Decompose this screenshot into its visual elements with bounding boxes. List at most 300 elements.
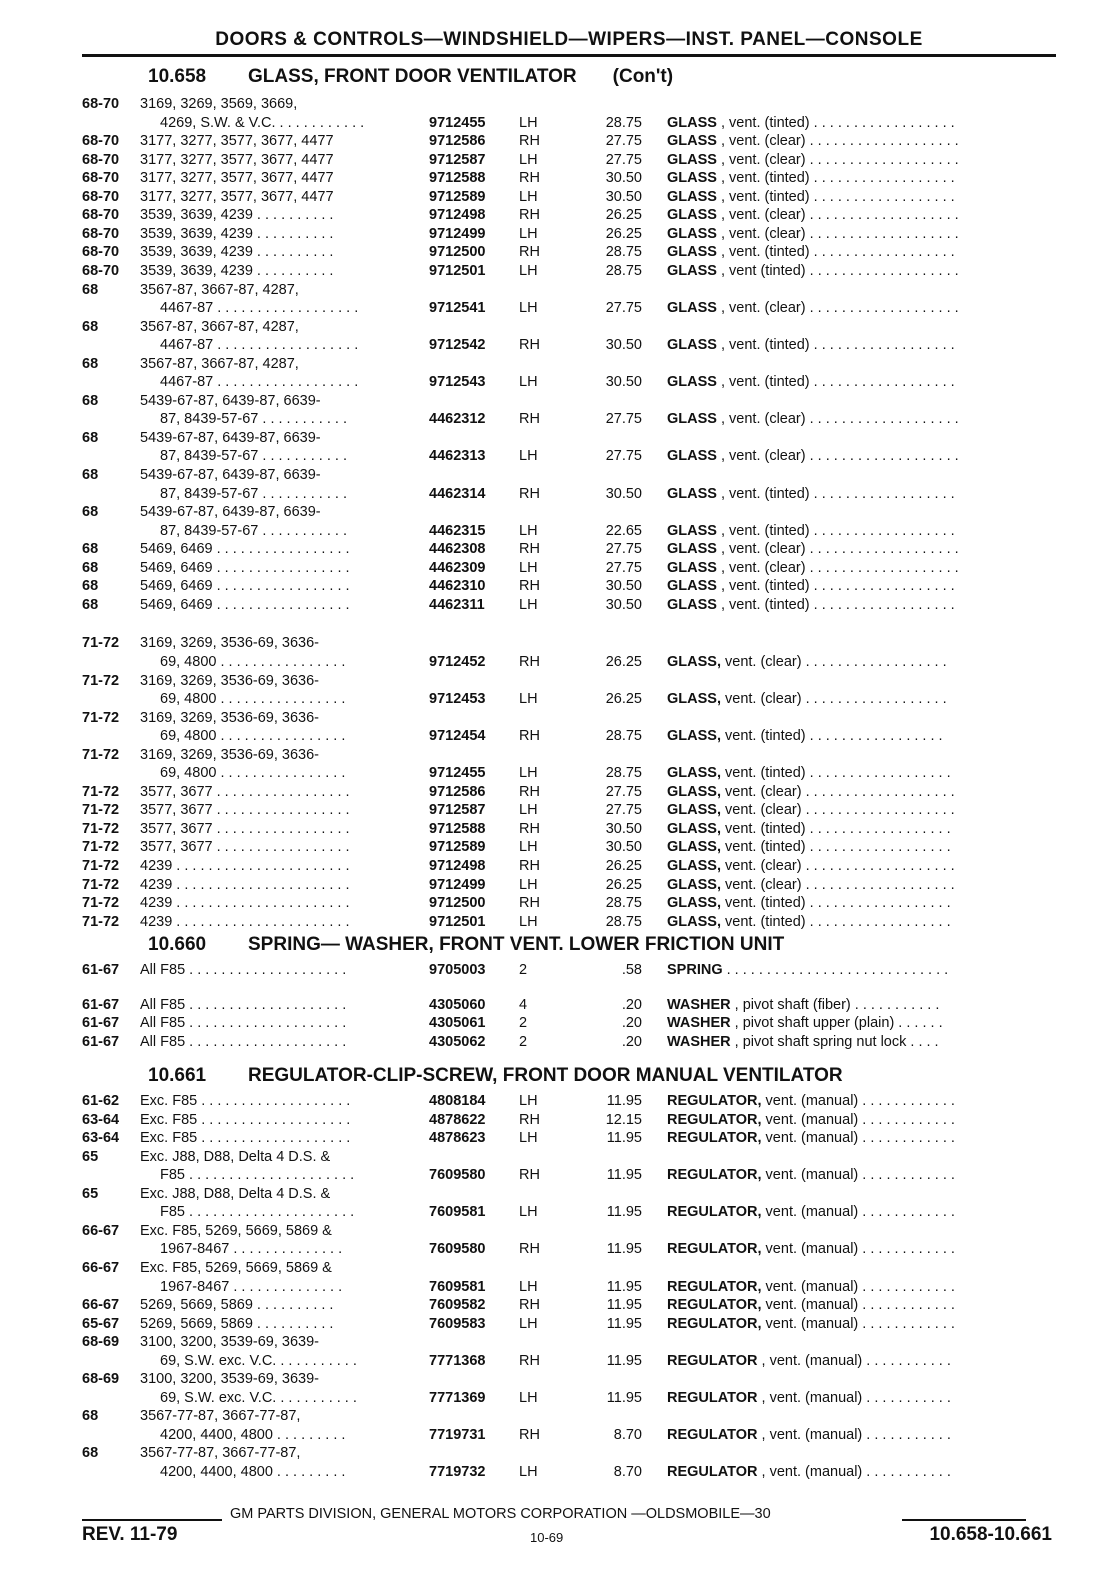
side-or-quantity: LH: [519, 1130, 538, 1147]
part-description: [667, 838, 1039, 857]
part-name: REGULATOR,: [667, 1093, 762, 1109]
table-row: [0, 857, 1096, 876]
model-numbers: Exc. F85, 5269, 5669, 5869 &: [140, 1259, 332, 1276]
model-numbers: 3567-77-87, 3667-77-87,: [140, 1445, 301, 1462]
price: 27.75: [605, 151, 642, 168]
year-range: 66-67: [82, 1259, 120, 1276]
side-or-quantity: RH: [519, 1241, 540, 1258]
model-numbers: 69, S.W. exc. V.C. . . . . . . . . . .: [160, 1389, 357, 1406]
part-name: GLASS: [667, 188, 717, 205]
part-name: REGULATOR: [667, 1352, 758, 1369]
part-description: [667, 132, 1039, 151]
price: 12.15: [605, 1111, 642, 1128]
table-row: [0, 820, 1096, 839]
price: 27.75: [605, 783, 642, 800]
part-name: REGULATOR: [667, 1389, 758, 1406]
model-numbers: 3539, 3639, 4239 . . . . . . . . . .: [140, 262, 334, 279]
part-description: [667, 225, 1039, 244]
part-name: REGULATOR,: [667, 1315, 762, 1332]
part-number: 9712498: [429, 207, 486, 224]
part-name: GLASS: [667, 522, 717, 539]
table-row: [0, 559, 1096, 578]
table-row: [0, 764, 1096, 783]
footer-section-range: 10.658-10.661: [929, 1524, 1052, 1545]
table-row: [0, 709, 1096, 728]
part-description: [667, 522, 1039, 541]
table-row: [0, 206, 1096, 225]
part-name: REGULATOR: [667, 1464, 758, 1480]
side-or-quantity: RH: [519, 820, 540, 837]
model-numbers: 5469, 6469 . . . . . . . . . . . . . . . . .: [140, 596, 350, 613]
year-range: 68: [82, 1408, 99, 1425]
model-numbers: 3567-87, 3667-87, 4287,: [140, 318, 299, 335]
table-row: [0, 577, 1096, 596]
part-name: GLASS: [667, 262, 717, 279]
part-description: [667, 1166, 1039, 1185]
part-number: 9712588: [429, 170, 486, 187]
part-detail: , vent. (tinted) . . . . . . . . . . . . . . . . . .: [716, 596, 955, 613]
year-range: 63-64: [82, 1130, 120, 1147]
part-name: WASHER: [667, 996, 731, 1013]
side-or-quantity: LH: [519, 188, 538, 205]
part-description: [667, 857, 1039, 876]
year-range: 68-69: [82, 1371, 120, 1388]
part-description: [667, 1033, 1039, 1052]
part-detail: , vent. (tinted) . . . . . . . . . . . . . . . . . .: [716, 578, 955, 595]
part-number: 9712589: [429, 839, 486, 856]
table-row: [0, 429, 1096, 448]
part-description: [667, 727, 1039, 746]
model-numbers: 87, 8439-57-67 . . . . . . . . . . .: [160, 522, 347, 539]
model-numbers: 3567-77-87, 3667-77-87,: [140, 1408, 301, 1425]
side-or-quantity: RH: [519, 783, 540, 800]
price: .20: [621, 996, 642, 1013]
side-or-quantity: LH: [519, 559, 538, 576]
model-numbers: 5269, 5669, 5869 . . . . . . . . . .: [140, 1315, 334, 1332]
year-range: 68: [82, 467, 99, 483]
year-range: 65: [82, 1185, 99, 1202]
model-numbers: Exc. F85 . . . . . . . . . . . . . . . . . . .: [140, 1093, 351, 1109]
part-description: [667, 1426, 1039, 1445]
price: 22.65: [605, 522, 642, 539]
table-row: [0, 410, 1096, 429]
price: 11.95: [606, 1315, 642, 1332]
side-or-quantity: LH: [519, 300, 538, 317]
table-row: [0, 281, 1096, 300]
year-range: 68-70: [82, 151, 120, 168]
price: 30.50: [605, 578, 642, 595]
table-row: [0, 1240, 1096, 1259]
model-numbers: 4467-87 . . . . . . . . . . . . . . . . . .: [160, 300, 359, 317]
part-description: [667, 996, 1039, 1015]
table-row: [0, 225, 1096, 244]
table-row: [0, 1092, 1096, 1111]
part-name: GLASS: [667, 225, 717, 242]
year-range: 71-72: [82, 783, 120, 800]
model-numbers: 5469, 6469 . . . . . . . . . . . . . . . . .: [140, 559, 350, 576]
part-name: GLASS,: [667, 728, 721, 745]
year-range: 63-64: [82, 1111, 120, 1128]
part-detail: , pivot shaft (fiber) . . . . . . . . . . .: [730, 996, 940, 1013]
section-continued: (Con't): [612, 66, 674, 87]
model-numbers: 3100, 3200, 3539-69, 3639-: [140, 1371, 319, 1388]
model-numbers: 5269, 5669, 5869 . . . . . . . . . .: [140, 1297, 334, 1314]
year-range: 71-72: [82, 672, 120, 689]
part-detail: vent. (manual) . . . . . . . . . . . .: [761, 1111, 955, 1128]
footer-publisher: GM PARTS DIVISION, GENERAL MOTORS CORPORATION —OLDSMOBILE—30: [230, 1506, 771, 1522]
price: 11.95: [606, 1297, 642, 1314]
table-row: [0, 262, 1096, 281]
table-row: [0, 1426, 1096, 1445]
part-description: [667, 299, 1039, 318]
part-name: GLASS: [667, 541, 717, 558]
price: 11.95: [606, 1241, 642, 1258]
year-range: 66-67: [82, 1222, 120, 1239]
part-number: 9712455: [429, 765, 486, 782]
price: 27.75: [605, 541, 642, 558]
price: 28.75: [605, 728, 642, 745]
table-row: [0, 540, 1096, 559]
part-name: REGULATOR,: [667, 1130, 762, 1147]
table-row: [0, 801, 1096, 820]
model-numbers: 3177, 3277, 3577, 3677, 4477: [140, 151, 334, 168]
price: 28.75: [605, 262, 642, 279]
model-numbers: 69, S.W. exc. V.C. . . . . . . . . . .: [160, 1352, 357, 1369]
model-numbers: 69, 4800 . . . . . . . . . . . . . . . .: [160, 728, 346, 745]
model-numbers: 3539, 3639, 4239 . . . . . . . . . .: [140, 244, 334, 261]
part-name: GLASS,: [667, 691, 721, 708]
year-range: 71-72: [82, 913, 120, 930]
table-row: [0, 1111, 1096, 1130]
part-name: GLASS: [667, 207, 717, 224]
part-number: 9712454: [429, 728, 486, 745]
part-number: 4878623: [429, 1130, 486, 1147]
table-row: [0, 485, 1096, 504]
year-range: 71-72: [82, 709, 120, 726]
table-row: [0, 1129, 1096, 1148]
part-number: 7609581: [429, 1278, 486, 1295]
part-description: [667, 1092, 1039, 1111]
part-name: GLASS,: [667, 765, 721, 782]
part-detail: , vent. (clear) . . . . . . . . . . . . . . . . . . .: [716, 559, 959, 576]
part-number: 4808184: [429, 1093, 486, 1109]
price: 26.25: [605, 225, 642, 242]
part-detail: , pivot shaft spring nut lock . . . .: [730, 1033, 939, 1050]
model-numbers: All F85 . . . . . . . . . . . . . . . . . . . .: [140, 962, 347, 978]
part-number: 4462314: [429, 485, 486, 502]
model-numbers: 5469, 6469 . . . . . . . . . . . . . . . . .: [140, 578, 350, 595]
part-name: GLASS: [667, 244, 717, 261]
side-or-quantity: RH: [519, 1111, 540, 1128]
part-number: 9712453: [429, 691, 486, 708]
model-numbers: 3177, 3277, 3577, 3677, 4477: [140, 188, 334, 205]
part-name: GLASS,: [667, 895, 721, 912]
part-detail: vent. (tinted) . . . . . . . . . . . . . . . . . .: [720, 820, 951, 837]
side-or-quantity: LH: [519, 1315, 538, 1332]
year-range: 68-70: [82, 188, 120, 205]
part-detail: vent. (manual) . . . . . . . . . . . .: [761, 1241, 955, 1258]
part-number: 4305060: [429, 996, 486, 1013]
part-detail: , vent. (tinted) . . . . . . . . . . . . . . . . . .: [716, 485, 955, 502]
side-or-quantity: LH: [519, 913, 538, 930]
part-name: GLASS: [667, 374, 717, 391]
model-numbers: 69, 4800 . . . . . . . . . . . . . . . .: [160, 653, 346, 670]
year-range: 71-72: [82, 746, 120, 763]
part-name: WASHER: [667, 1015, 731, 1032]
part-number: 9712499: [429, 225, 486, 242]
year-range: 68: [82, 1445, 99, 1462]
side-or-quantity: 4: [519, 996, 528, 1013]
price: 11.95: [606, 1167, 642, 1184]
model-numbers: 1967-8467 . . . . . . . . . . . . . .: [160, 1241, 343, 1258]
side-or-quantity: RH: [519, 244, 540, 261]
price: 26.25: [605, 691, 642, 708]
table-row: [0, 1033, 1096, 1052]
part-number: 9712587: [429, 802, 486, 819]
part-detail: , vent. (tinted) . . . . . . . . . . . . . . . . . .: [716, 188, 955, 205]
part-detail: vent. (manual) . . . . . . . . . . . .: [761, 1093, 955, 1109]
table-row: [0, 299, 1096, 318]
part-number: 4462313: [429, 448, 486, 465]
model-numbers: 3169, 3269, 3536-69, 3636-: [140, 709, 319, 726]
part-detail: , vent. (clear) . . . . . . . . . . . . . . . . . . .: [716, 151, 959, 168]
year-range: 65-67: [82, 1315, 120, 1332]
part-description: [667, 206, 1039, 225]
part-detail: vent. (tinted) . . . . . . . . . . . . . . . . . .: [720, 839, 951, 856]
part-number: 9712501: [429, 913, 486, 930]
model-numbers: 3169, 3269, 3536-69, 3636-: [140, 746, 319, 763]
price: 28.75: [605, 244, 642, 261]
part-name: GLASS: [667, 578, 717, 595]
footer-rule-left: [82, 1519, 222, 1521]
side-or-quantity: RH: [519, 1426, 540, 1443]
part-description: [667, 336, 1039, 355]
part-name: GLASS,: [667, 858, 721, 874]
year-range: 71-72: [82, 839, 120, 856]
part-number: 9712455: [429, 114, 486, 131]
part-number: 4305061: [429, 1015, 486, 1032]
part-number: 9712452: [429, 653, 486, 670]
part-description: [667, 1278, 1039, 1297]
side-or-quantity: RH: [519, 541, 540, 558]
table-row: [0, 634, 1096, 653]
side-or-quantity: LH: [519, 114, 538, 131]
side-or-quantity: LH: [519, 876, 538, 893]
part-detail: vent. (manual) . . . . . . . . . . . .: [761, 1167, 955, 1184]
part-name: GLASS: [667, 114, 717, 131]
part-description: [667, 894, 1039, 913]
model-numbers: 3577, 3677 . . . . . . . . . . . . . . . . .: [140, 839, 350, 856]
part-number: 7609582: [429, 1297, 486, 1314]
part-number: 9712500: [429, 244, 486, 261]
price: 30.50: [605, 337, 642, 354]
part-detail: , vent. (manual) . . . . . . . . . . .: [757, 1389, 951, 1406]
table-row: [0, 961, 1096, 980]
year-range: 71-72: [82, 858, 120, 874]
part-detail: vent. (clear) . . . . . . . . . . . . . . . . . . .: [720, 783, 955, 800]
side-or-quantity: RH: [519, 578, 540, 595]
part-description: [667, 876, 1039, 895]
year-range: 68: [82, 392, 99, 409]
price: 30.50: [605, 596, 642, 613]
price: 26.25: [605, 876, 642, 893]
model-numbers: 69, 4800 . . . . . . . . . . . . . . . .: [160, 765, 346, 782]
side-or-quantity: RH: [519, 207, 540, 224]
table-row: [0, 1333, 1096, 1352]
model-numbers: 87, 8439-57-67 . . . . . . . . . . .: [160, 485, 347, 502]
part-number: 9705003: [429, 962, 486, 978]
part-number: 9712501: [429, 262, 486, 279]
table-row: [0, 727, 1096, 746]
part-detail: , vent. (clear) . . . . . . . . . . . . . . . . . . .: [716, 225, 959, 242]
part-name: GLASS: [667, 170, 717, 187]
part-number: 9712500: [429, 895, 486, 912]
model-numbers: 3169, 3269, 3536-69, 3636-: [140, 635, 319, 652]
model-numbers: 4200, 4400, 4800 . . . . . . . . .: [160, 1464, 346, 1480]
model-numbers: All F85 . . . . . . . . . . . . . . . . . . . .: [140, 1033, 347, 1050]
part-number: 9712586: [429, 783, 486, 800]
part-description: [667, 596, 1039, 615]
part-detail: , vent. (tinted) . . . . . . . . . . . . . . . . . .: [716, 337, 955, 354]
side-or-quantity: LH: [519, 225, 538, 242]
table-row: [0, 466, 1096, 485]
side-or-quantity: LH: [519, 1464, 538, 1480]
price: 30.50: [605, 839, 642, 856]
part-name: REGULATOR,: [667, 1278, 762, 1295]
year-range: 68: [82, 504, 99, 521]
part-number: 4462310: [429, 578, 486, 595]
part-detail: vent. (manual) . . . . . . . . . . . .: [761, 1297, 955, 1314]
table-row: [0, 1352, 1096, 1371]
part-name: GLASS: [667, 448, 717, 465]
part-description: [667, 1240, 1039, 1259]
page-header: DOORS & CONTROLS—WINDSHIELD—WIPERS—INST. PANEL—CONSOLE: [82, 28, 1056, 57]
part-description: [667, 262, 1039, 281]
model-numbers: 3100, 3200, 3539-69, 3639-: [140, 1334, 319, 1351]
year-range: 61-67: [82, 1015, 120, 1032]
part-number: 4878622: [429, 1111, 486, 1128]
side-or-quantity: LH: [519, 765, 538, 782]
year-range: 65: [82, 1148, 99, 1165]
table-row: [0, 653, 1096, 672]
side-or-quantity: RH: [519, 653, 540, 670]
part-name: GLASS,: [667, 876, 721, 893]
year-range: 68-70: [82, 96, 120, 112]
side-or-quantity: LH: [519, 262, 538, 279]
model-numbers: F85 . . . . . . . . . . . . . . . . . . . . .: [160, 1204, 355, 1221]
table-row: [0, 838, 1096, 857]
part-number: 4462312: [429, 411, 486, 428]
part-number: 9712542: [429, 337, 486, 354]
year-range: 68-70: [82, 207, 120, 224]
price: .58: [621, 962, 642, 978]
model-numbers: 3567-87, 3667-87, 4287,: [140, 281, 299, 298]
part-description: [667, 690, 1039, 709]
part-detail: , vent. (tinted) . . . . . . . . . . . . . . . . . .: [716, 114, 955, 131]
model-numbers: 3169, 3269, 3569, 3669,: [140, 96, 298, 112]
model-numbers: F85 . . . . . . . . . . . . . . . . . . . . .: [160, 1167, 355, 1184]
year-range: 68-70: [82, 262, 120, 279]
part-number: 7609580: [429, 1167, 486, 1184]
table-row: [0, 894, 1096, 913]
part-number: 7609583: [429, 1315, 486, 1332]
price: 27.75: [605, 300, 642, 317]
side-or-quantity: 2: [519, 1033, 528, 1050]
part-detail: , vent. (manual) . . . . . . . . . . .: [757, 1464, 951, 1480]
price: .20: [621, 1015, 642, 1032]
table-row: [0, 876, 1096, 895]
part-description: [667, 447, 1039, 466]
model-numbers: 4239 . . . . . . . . . . . . . . . . . . . . . .: [140, 858, 350, 874]
table-row: [0, 355, 1096, 374]
part-name: GLASS,: [667, 913, 721, 930]
price: 26.25: [605, 653, 642, 670]
section-title: SPRING— WASHER, FRONT VENT. LOWER FRICTION UNIT: [248, 934, 785, 955]
part-detail: vent. (manual) . . . . . . . . . . . .: [761, 1204, 955, 1221]
table-row: [0, 503, 1096, 522]
part-detail: , vent. (tinted) . . . . . . . . . . . . . . . . . .: [716, 374, 955, 391]
year-range: 61-67: [82, 962, 120, 978]
model-numbers: 4200, 4400, 4800 . . . . . . . . .: [160, 1426, 346, 1443]
year-range: 68-70: [82, 225, 120, 242]
model-numbers: 69, 4800 . . . . . . . . . . . . . . . .: [160, 691, 346, 708]
side-or-quantity: RH: [519, 858, 540, 874]
table-row: [0, 447, 1096, 466]
model-numbers: 87, 8439-57-67 . . . . . . . . . . .: [160, 411, 347, 428]
part-detail: vent. (manual) . . . . . . . . . . . .: [761, 1315, 955, 1332]
year-range: 71-72: [82, 820, 120, 837]
part-number: 4462308: [429, 541, 486, 558]
table-row: [0, 1203, 1096, 1222]
part-detail: , pivot shaft upper (plain) . . . . . .: [730, 1015, 943, 1032]
price: 8.70: [613, 1426, 642, 1443]
part-number: 7771368: [429, 1352, 486, 1369]
price: 27.75: [605, 448, 642, 465]
year-range: 61-67: [82, 1033, 120, 1050]
part-detail: , vent. (tinted) . . . . . . . . . . . . . . . . . .: [716, 170, 955, 187]
table-row: [0, 1444, 1096, 1463]
part-detail: , vent. (clear) . . . . . . . . . . . . . . . . . . .: [716, 300, 959, 317]
section-title: GLASS, FRONT DOOR VENTILATOR: [248, 66, 577, 87]
price: 30.50: [605, 374, 642, 391]
part-description: [667, 1129, 1039, 1148]
price: 11.95: [606, 1278, 642, 1295]
price: 11.95: [606, 1204, 642, 1221]
part-number: 4462311: [429, 596, 485, 613]
part-description: [667, 1111, 1039, 1130]
model-numbers: 4269, S.W. & V.C. . . . . . . . . . . .: [160, 114, 365, 131]
table-row: [0, 318, 1096, 337]
table-row: [0, 1278, 1096, 1297]
table-row: [0, 996, 1096, 1015]
part-detail: vent. (manual) . . . . . . . . . . . .: [761, 1278, 955, 1295]
part-detail: vent. (clear) . . . . . . . . . . . . . . . . . . .: [720, 802, 955, 819]
model-numbers: 4239 . . . . . . . . . . . . . . . . . . . . . .: [140, 895, 350, 912]
section-number: 10.658: [148, 66, 207, 87]
model-numbers: 3567-87, 3667-87, 4287,: [140, 355, 299, 372]
side-or-quantity: LH: [519, 802, 538, 819]
year-range: 61-67: [82, 996, 120, 1013]
price: 11.95: [606, 1130, 642, 1147]
side-or-quantity: LH: [519, 1204, 538, 1221]
part-name: GLASS,: [667, 653, 721, 670]
year-range: 68-69: [82, 1334, 120, 1351]
table-row: [0, 1296, 1096, 1315]
part-description: [667, 577, 1039, 596]
part-description: [667, 653, 1039, 672]
section-title: REGULATOR-CLIP-SCREW, FRONT DOOR MANUAL VENTILATOR: [248, 1065, 843, 1086]
price: 26.25: [605, 207, 642, 224]
